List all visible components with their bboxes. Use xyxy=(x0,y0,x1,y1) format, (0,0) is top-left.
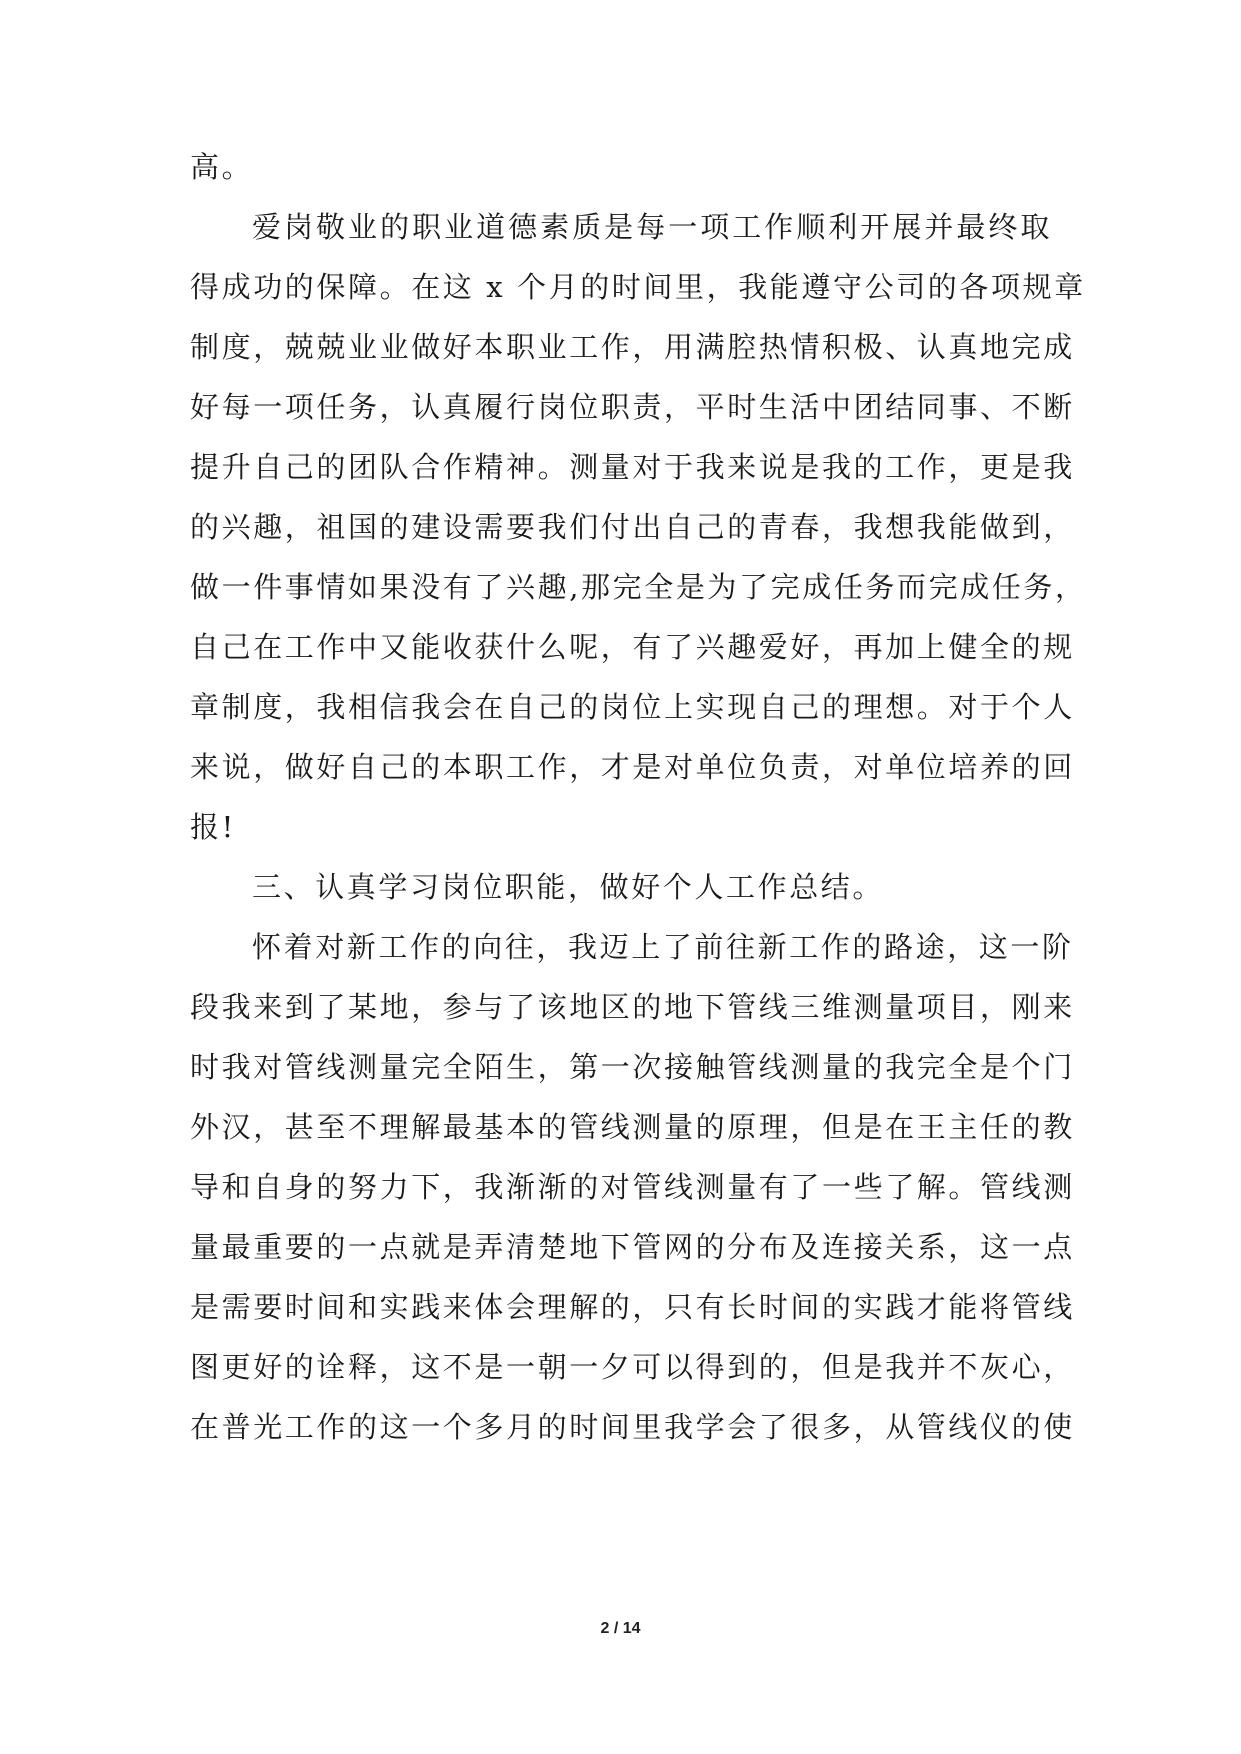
text-line-22: 在普光工作的这一个多月的时间里我学会了很多，从管线仪的使 xyxy=(190,1410,1075,1444)
text-line-8: 做一件事情如果没有了兴趣,那完全是为了完成任务而完成任务， xyxy=(190,570,1087,604)
text-line-18: 导和自身的努力下，我渐渐的对管线测量有了一些了解。管线测 xyxy=(190,1170,1075,1204)
text-line-21: 图更好的诠释，这不是一朝一夕可以得到的，但是我并不灰心， xyxy=(190,1350,1075,1384)
page-number: 2 / 14 xyxy=(600,1620,641,1637)
text-line-7: 的兴趣，祖国的建设需要我们付出自己的青春，我想我能做到， xyxy=(190,510,1075,544)
text-line-5: 好每一项任务，认真履行岗位职责，平时生活中团结同事、不断 xyxy=(190,390,1075,424)
text-line-20: 是需要时间和实践来体会理解的，只有长时间的实践才能将管线 xyxy=(190,1290,1075,1324)
paragraph-start-line: 怀着对新工作的向往，我迈上了前往新工作的路途，这一阶 xyxy=(252,930,1074,964)
text-line-4: 制度，兢兢业业做好本职业工作，用满腔热情积极、认真地完成 xyxy=(190,330,1075,364)
text-line-15: 段我来到了某地，参与了该地区的地下管线三维测量项目，刚来 xyxy=(190,990,1075,1024)
text-line-6: 提升自己的团队合作精神。测量对于我来说是我的工作，更是我 xyxy=(190,450,1075,484)
text-line-10: 章制度，我相信我会在自己的岗位上实现自己的理想。对于个人 xyxy=(190,690,1075,724)
text-line-11: 来说，做好自己的本职工作，才是对单位负责，对单位培养的回 xyxy=(190,750,1075,784)
paragraph-start-line: 爱岗敬业的职业道德素质是每一项工作顺利开展并最终取 xyxy=(252,210,1052,244)
text-line-19: 量最重要的一点就是弄清楚地下管网的分布及连接关系，这一点 xyxy=(190,1230,1075,1264)
section-heading: 三、认真学习岗位职能，做好个人工作总结。 xyxy=(252,870,885,904)
text-line-1: 高。 xyxy=(190,150,254,184)
text-line-17: 外汉，甚至不理解最基本的管线测量的原理，但是在王主任的教 xyxy=(190,1110,1075,1144)
text-line-16: 时我对管线测量完全陌生，第一次接触管线测量的我完全是个门 xyxy=(190,1050,1075,1084)
text-line-12: 报! xyxy=(190,810,236,844)
text-line-9: 自己在工作中又能收获什么呢，有了兴趣爱好，再加上健全的规 xyxy=(190,630,1075,664)
text-line-3: 得成功的保障。在这 x 个月的时间里，我能遵守公司的各项规章 xyxy=(190,270,1086,304)
